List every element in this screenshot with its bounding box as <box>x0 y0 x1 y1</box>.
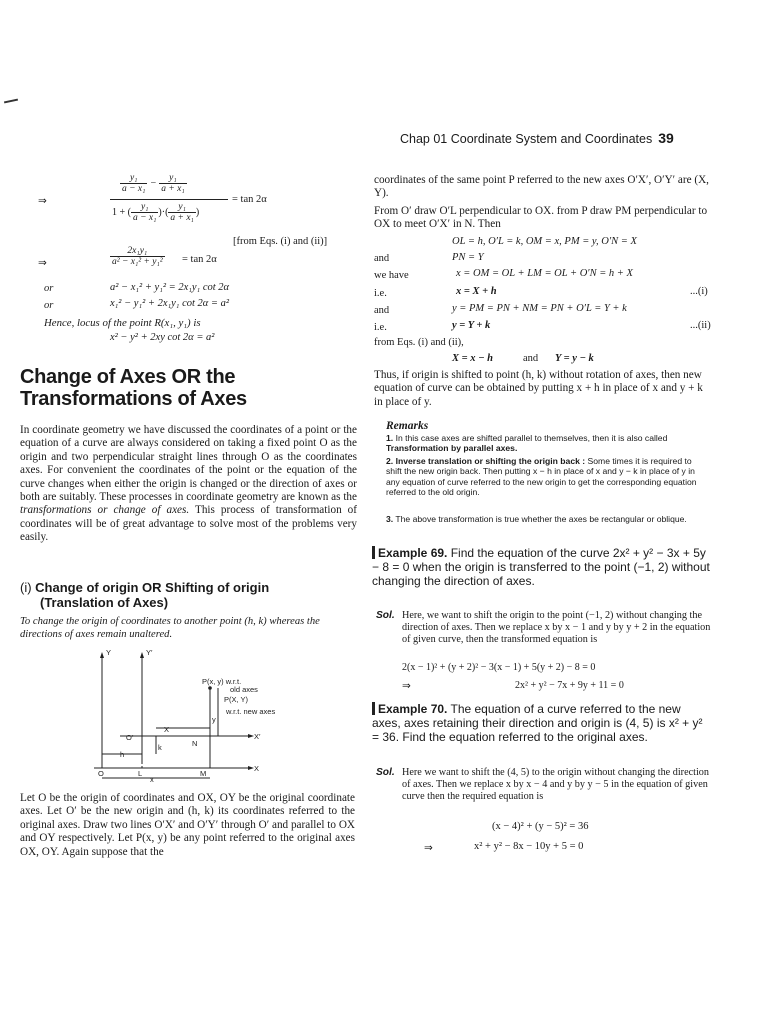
diagram-label-x-small: x <box>150 775 154 784</box>
or-label-1: or <box>44 283 54 294</box>
fraction-2: $\frac{\text{y₁}}{\text{a + x₁}}$ <box>161 173 185 194</box>
diagram-label-PXY: P(X, Y) <box>224 695 249 704</box>
diagram-label-O-prime: O′ <box>126 733 134 742</box>
diagram-label-O: O <box>98 769 104 778</box>
example-70-solution: Sol. Here we want to shift the (4, 5) to the origin without changing the direction of axes. Then we replace x by x − 4 and y by y − 5 in the equation of given curve then the required equation is <box>376 767 709 802</box>
scan-mark <box>4 99 18 104</box>
example-marker-icon <box>372 702 375 715</box>
derivation-eq-6: y = Y + k <box>452 320 491 331</box>
eq-tan2a: = tan 2α <box>232 194 267 205</box>
diagram-label-old-axes: old axes <box>230 685 258 694</box>
diagram-label-P: P(x, y) w.r.t. <box>202 677 242 686</box>
diagram-label-M: M <box>200 769 207 778</box>
remark-2: 2. Inverse translation or shifting the origin back : Some times it is required to shift the new origin back. Then putting x − h in place of x and y − k in place of y in any equation of curve referred to the new origin to get the corresponding equation referred to the old origin. <box>386 456 697 498</box>
example-69-eq-2: 2x² + y² − 7x + 9y + 11 = 0 <box>515 680 624 691</box>
label-we-have: we have <box>374 270 409 281</box>
running-header <box>400 130 674 146</box>
implies-arrow-2: ⇒ <box>38 258 47 269</box>
derivation-eq-7a: X = x − h <box>452 353 493 364</box>
thus-paragraph: Thus, if origin is shifted to point (h, k) without rotation of axes, then new equation of curve can be obtained by putting x + h in place of x and y + k in place of y. <box>374 369 703 408</box>
eq-tag-2: ...(ii) <box>690 320 711 331</box>
eq-or-1: a² − x₁² + y₁² = 2x₁y₁ cot 2α <box>110 282 230 293</box>
example-69-solution: Sol. Here, we want to shift the origin to the point (−1, 2) without changing the direction of axes. Then we replace x by x − 1 and y by y + 2 in the equation of given curve, then the transformed equation is <box>376 610 711 645</box>
derivation-eq-3: x = OM = OL + LM = OL + O′N = h + X <box>456 268 633 279</box>
point-p <box>208 686 212 690</box>
example-69-statement: Example 69. Find the equation of the curve 2x² + y² − 3x + 5y − 8 = 0 when the origin is transferred to the point (−1, 2) without changing the direction of axes. <box>372 546 710 589</box>
or-label-2: or <box>44 300 54 311</box>
label-and-1: and <box>374 253 390 264</box>
section-heading: Change of Axes OR the Transformations of Axes <box>20 366 247 410</box>
label-ie-1: i.e. <box>374 288 387 299</box>
label-and-2: and <box>374 305 390 316</box>
chapter-title: Chap 01 Coordinate System and Coordinates <box>400 132 653 146</box>
right-paragraph-2: From O′ draw O′L perpendicular to OX. from P draw PM perpendicular to OX to meet O′X′ in N. Then <box>374 205 708 231</box>
label-and-3: and <box>523 353 539 364</box>
eq-tan2a-2: = tan 2α <box>182 254 217 265</box>
locus-equation: x² − y² + 2xy cot 2α = a² <box>110 332 215 343</box>
top-fraction-row: $\frac{\text{y₁}}{\text{a − x₁}}$ − $\frac{\text{y₁}}{\text{a + x₁}}$ <box>122 173 185 194</box>
example-70-arrow: ⇒ <box>424 843 433 854</box>
derivation-eq-5: y = PM = PN + NM = PN + O′L = Y + k <box>452 303 627 314</box>
page-number: 39 <box>658 130 674 146</box>
example-70-eq-2: x² + y² − 8x − 10y + 5 = 0 <box>474 841 584 852</box>
from-eqs-ref: [from Eqs. (i) and (ii)] <box>233 236 328 247</box>
diagram-label-N: N <box>192 739 198 748</box>
implies-arrow-1: ⇒ <box>38 196 47 207</box>
example-marker-icon <box>372 546 375 559</box>
derivation-eq-7b: Y = y − k <box>555 353 594 364</box>
diagram-label-h: h <box>120 750 125 759</box>
example-70-statement: Example 70. The equation of a curve referred to the new axes, axes retaining their direction and origin is (4, 5) is x² + y² = 36. Find the equation referred to the original axes. <box>372 702 703 745</box>
translation-diagram <box>90 642 330 784</box>
example-69-eq-1: 2(x − 1)² + (y + 2)² − 3(x − 1) + 5(y + 2) − 8 = 0 <box>402 662 596 673</box>
intro-paragraph: In coordinate geometry we have discussed the coordinates of a point or the equation of a curve are always considered on taking a fixed point O as the origin and two perpendicular straight lines through O as the coordinates axes. For convenient the coordinates of the point or the equation of the curve changes when either the origin is changed or the direction of axes or both are suitably. These processes in coordinate geometry are known as the transformations or change of axes. This process of transformation of coordinates will be of great advantage to solve most of the problems very easily. <box>20 424 357 544</box>
fraction-1: $\frac{\text{y₁}}{\text{a − x₁}}$ <box>122 173 146 194</box>
diagram-label-X-small: X <box>164 725 170 734</box>
hence-text: Hence, locus of the point R(x₁, y₁) is <box>44 317 201 329</box>
diagram-label-k: k <box>158 743 162 752</box>
label-ie-2: i.e. <box>374 322 387 333</box>
derivation-eq-2: PN = Y <box>452 252 484 263</box>
bottom-fraction-row: 1 + ( $\frac{\text{y₁}}{\text{a − x₁}}$ )·( $\frac{\text{y₁}}{\text{a + x₁}}$ ) <box>112 202 200 223</box>
remark-3: 3. The above transformation is true whether the axes be rectangular or oblique. <box>386 514 687 524</box>
subsection-description: To change the origin of coordinates to another point (h, k) whereas the directions of axes remain unaltered. <box>20 616 320 640</box>
main-fraction-bar <box>110 199 228 200</box>
fraction-3: $\frac{\text{2x₁y₁}}{\text{a² − x₁² + y₁²}}$ <box>112 246 163 267</box>
right-paragraph-1: coordinates of the same point P referred to the new axes O′X′, O′Y′ are (X, Y). <box>374 174 709 200</box>
derivation-eq-1: OL = h, O′L = k, OM = x, PM = y, O′N = X <box>452 236 637 247</box>
diagram-label-Y-prime: Y′ <box>146 648 153 657</box>
diagram-label-X-prime: X′ <box>254 732 261 741</box>
subsection-heading: (i) Change of origin OR Shifting of origin (Translation of Axes) <box>20 580 270 610</box>
diagram-label-wrt-new: w.r.t. new axes <box>226 707 276 716</box>
example-70-eq-1: (x − 4)² + (y − 5)² = 36 <box>492 821 589 832</box>
derivation-eq-4: x = X + h <box>456 286 497 297</box>
remarks-heading: Remarks <box>386 420 429 432</box>
diagram-label-Y: Y <box>106 648 112 657</box>
remark-1: 1. In this case axes are shifted parallel to themselves, then it is also called Transformation by parallel axes. <box>386 433 668 454</box>
diagram-label-X: X <box>254 764 260 773</box>
diagram-label-L: L <box>138 769 143 778</box>
diagram-label-y-small: y <box>212 715 216 724</box>
eq-or-2: x₁² − y₁² + 2x₁y₁ cot 2α = a² <box>110 298 230 309</box>
example-69-arrow: ⇒ <box>402 681 411 692</box>
from-eqs-text: from Eqs. (i) and (ii), <box>374 337 464 348</box>
left-bottom-paragraph: Let O be the origin of coordinates and OX, OY be the original coordinate axes. Let O′ be the new origin and (h, k) its coordinates referred to the original axes. Draw two lines O′X′ and O′Y′ through O′ and parallel to OX and OY respectively. Let P(x, y) be any point referred to the original axes OX, OY. Again suppose that the <box>20 792 355 858</box>
eq-tag-1: ...(i) <box>690 286 708 297</box>
